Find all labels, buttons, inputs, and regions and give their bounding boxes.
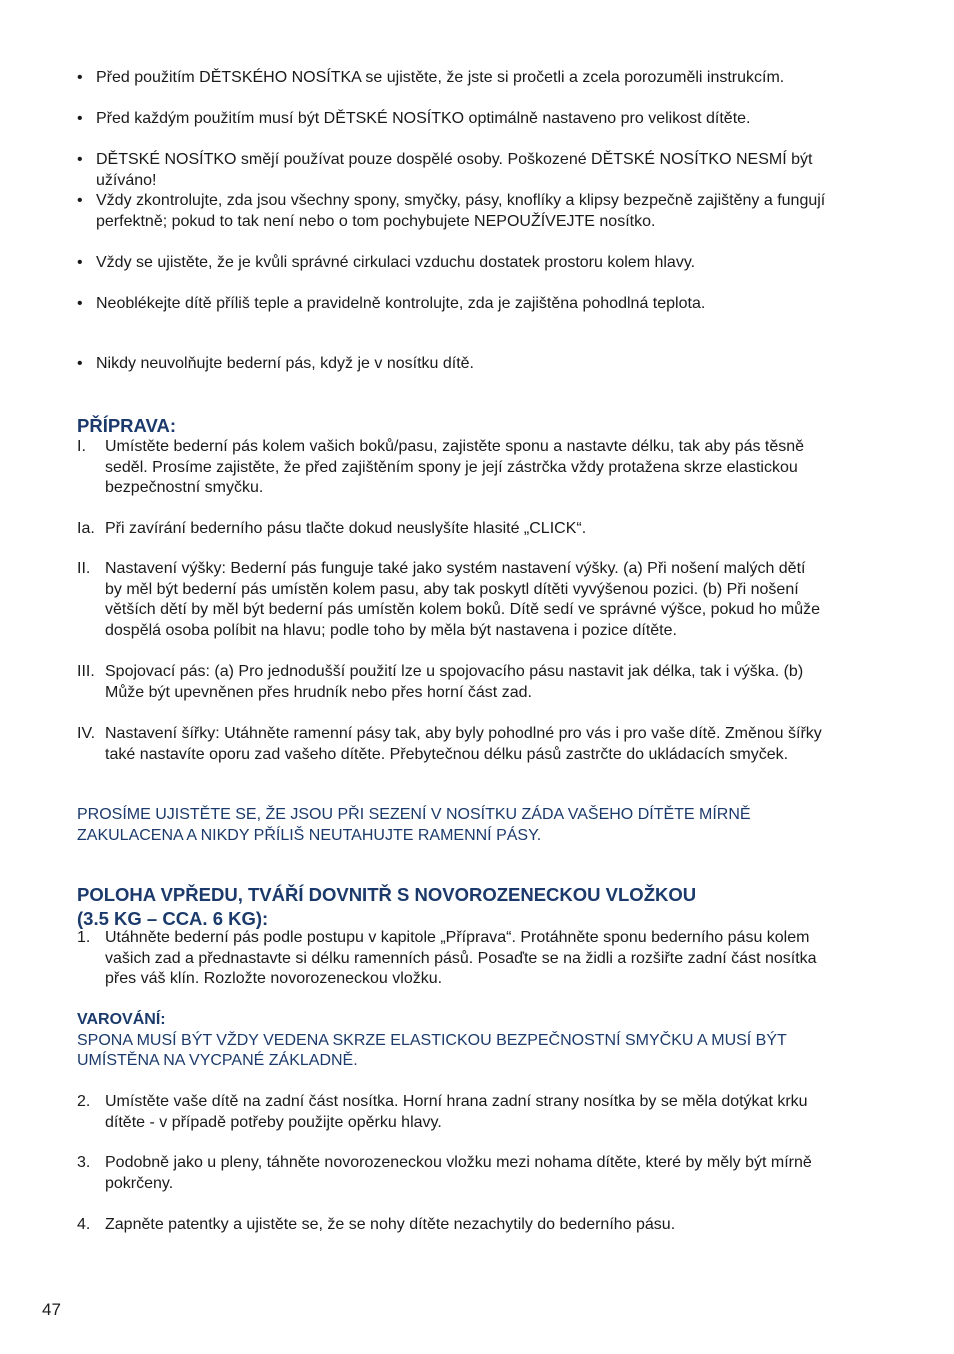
item-number: II. (77, 560, 91, 577)
bullet-dot: • (77, 254, 83, 271)
item-line: Umístěte bederní pás kolem vašich boků/pasu, zajistěte sponu a nastavte délku, tak aby pás těsně (105, 438, 805, 455)
warning-line: UMÍSTĚNA NA VYCPANÉ ZÁKLADNĚ. (77, 1052, 358, 1069)
bullet-line: Před použitím DĚTSKÉHO NOSÍTKA se ujistěte, že jste si pročetli a zcela porozuměli instrukcím. (96, 69, 785, 86)
poloha-step-3 (77, 1153, 876, 1194)
bullet-dot: • (77, 69, 83, 86)
page-number: 47 (42, 1300, 61, 1319)
bullet-line: Vždy se ujistěte, že je kvůli správné cirkulaci vzduchu dostatek prostoru kolem hlavy. (96, 254, 696, 271)
item-number: IV. (77, 725, 96, 742)
bullet-3 (77, 150, 876, 191)
bullet-dot: • (77, 192, 83, 209)
item-number: III. (77, 663, 95, 680)
poloha-step-4 (77, 1215, 876, 1236)
step-line: vašich zad a přednastavte si délku ramenních pásů. Posaďte se na židli a rozšiřte zadní část nosítka (105, 949, 817, 967)
item-number: Ia. (77, 520, 95, 537)
bullet-line: DĚTSKÉ NOSÍTKO smějí používat pouze dospělé osoby. Poškozené DĚTSKÉ NOSÍTKO NESMÍ být (96, 151, 813, 168)
bullet-line: Nikdy neuvolňujte bederní pás, když je v nosítku dítě. (96, 355, 474, 372)
priprava-item-5 (77, 724, 876, 765)
priprava-item-4 (77, 662, 876, 703)
step-line: přes váš klín. Rozložte novorozeneckou vložku. (105, 970, 443, 987)
bullet-line: Před každým použitím musí být DĚTSKÉ NOSÍTKO optimálně nastaveno pro velikost dítěte. (96, 110, 751, 127)
item-line: Nastavení šířky: Utáhněte ramenní pásy tak, aby byly pohodlné pro vás i pro vaše dítě. Změnou šířky (105, 725, 822, 742)
heading-line: POLOHA VPŘEDU, TVÁŘÍ DOVNITŘ S NOVOROZENECKOU VLOŽKOU (77, 884, 697, 905)
item-line: Může být upevněnen přes hrudník nebo přes horní část zad. (105, 683, 532, 701)
priprava-item-3 (77, 559, 876, 641)
priprava-item-1 (77, 437, 876, 499)
bullet-2 (77, 109, 876, 130)
warning-title: VAROVÁNÍ: (77, 1011, 166, 1028)
item-number: I. (77, 438, 86, 455)
poloha-step-2 (77, 1092, 876, 1133)
bullet-line: perfektně; pokud to tak není nebo o tom pochybujete NEPOUŽÍVEJTE nosítko. (96, 212, 656, 230)
priprava-heading: PŘÍPRAVA: (77, 415, 177, 436)
step-number: 3. (77, 1154, 91, 1171)
bullet-6 (77, 294, 876, 315)
bullet-dot: • (77, 151, 83, 168)
priprava-notice (77, 805, 876, 846)
bullet-7 (77, 354, 876, 375)
warning-box (77, 1010, 876, 1072)
item-line: bezpečnostní smyčku. (105, 479, 264, 496)
step-number: 4. (77, 1216, 91, 1233)
bullet-4 (77, 191, 876, 232)
warning-line: SPONA MUSÍ BÝT VŽDY VEDENA SKRZE ELASTICKOU BEZPEČNOSTNÍ SMYČKU A MUSÍ BÝT (77, 1031, 787, 1049)
step-line: Utáhněte bederní pás podle postupu v kapitole „Příprava“. Protáhněte sponu bederního pásu kolem (105, 929, 810, 946)
heading-line: (3.5 KG – CCA. 6 KG): (77, 908, 269, 929)
step-line: Podobně jako u pleny, táhněte novorozeneckou vložku mezi nohama dítěte, které by měly být mírně (105, 1154, 812, 1171)
item-line: Při zavírání bederního pásu tlačte dokud neuslyšíte hlasité „CLICK“. (105, 520, 587, 537)
notice-line: ZAKULACENA A NIKDY PŘÍLIŠ NEUTAHUJTE RAMENNÍ PÁSY. (77, 826, 542, 844)
step-line: pokrčeny. (105, 1174, 174, 1192)
bullet-1 (77, 68, 876, 89)
step-line: dítěte - v případě potřeby použijte opěrku hlavy. (105, 1113, 442, 1131)
step-line: Umístěte vaše dítě na zadní část nosítka. Horní hrana zadní strany nosítka by se měla dotýkat krku (105, 1093, 808, 1110)
item-line: také nastavíte oporu zad vašeho dítěte. Přebytečnou délku pásů zastrčte do ukládacích smyček. (105, 745, 789, 763)
step-number: 1. (77, 929, 91, 946)
bullet-5 (77, 253, 876, 274)
priprava-item-2 (77, 519, 876, 540)
step-number: 2. (77, 1093, 91, 1110)
bullet-line: Neoblékejte dítě příliš teple a pravidelně kontrolujte, zda je zajištěna pohodlná teplota. (96, 295, 706, 312)
bullet-line: užíváno! (96, 171, 157, 189)
item-line: dospělá osoba políbit na hlavu; podle toho by měla být nastavena i pozice dítěte. (105, 621, 677, 639)
bullet-dot: • (77, 355, 83, 372)
bullet-dot: • (77, 110, 83, 127)
poloha-heading (77, 884, 876, 929)
bullet-dot: • (77, 295, 83, 312)
item-line: by měl být bederní pás umístěn kolem pasu, aby tak poskytl dítěti vyvýšenou pozici. (b) Při nošení (105, 580, 799, 598)
bullet-line: Vždy zkontrolujte, zda jsou všechny spony, smyčky, pásy, knoflíky a klipsy bezpečně zajištěny a fungují (96, 192, 826, 209)
item-line: seděl. Prosíme zajistěte, že před zajištěním spony je její zástrčka vždy protažena skrze elastickou (105, 458, 798, 476)
item-line: Spojovací pás: (a) Pro jednodušší použití lze u spojovacího pásu nastavit jak délka, tak i výška. (b) (105, 663, 804, 680)
notice-line: PROSÍME UJISTĚTE SE, ŽE JSOU PŘI SEZENÍ V NOSÍTKU ZÁDA VAŠEHO DÍTĚTE MÍRNĚ (77, 806, 751, 823)
item-line: Nastavení výšky: Bederní pás funguje také jako systém nastavení výšky. (a) Při nošení malých dětí (105, 560, 806, 577)
poloha-step-1 (77, 928, 876, 990)
step-line: Zapněte patentky a ujistěte se, že se nohy dítěte nezachytily do bederního pásu. (105, 1216, 676, 1233)
item-line: větších dětí by měl být bederní pás umístěn kolem boků. Dítě sedí ve správné výšce, pokud ho může (105, 601, 821, 618)
